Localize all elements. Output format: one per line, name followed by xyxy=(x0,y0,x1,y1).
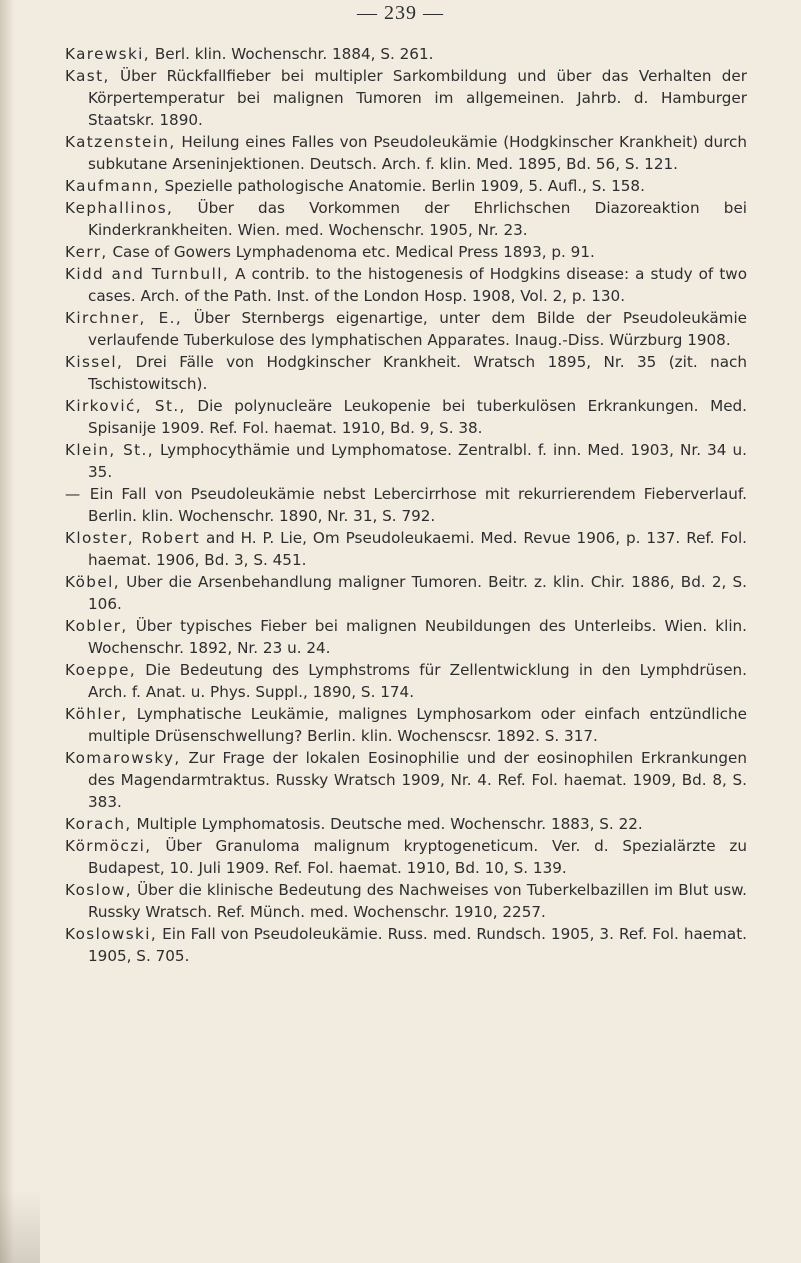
entry-author: Kirković, St., xyxy=(65,397,186,415)
bibliography-entry xyxy=(65,197,747,241)
entry-text: Multiple Lymphomatosis. Deutsche med. Wochenschr. 1883, S. 22. xyxy=(136,815,643,833)
entry-text: Spezielle pathologische Anatomie. Berlin 1909, 5. Aufl., S. 158. xyxy=(164,177,645,195)
entry-text: Über Sternbergs eigenartige, unter dem Bilde der Pseudoleukämie verlaufende Tuberkulose des lymphatischen Apparates. Inaug.-Diss. Würzburg 1908. xyxy=(88,309,748,349)
bibliography-entry xyxy=(65,65,747,131)
bibliography-entry xyxy=(65,263,747,307)
entry-text: Zur Frage der lokalen Eosinophilie und der eosinophilen Erkrankungen des Magendarmtraktus. Russky Wratsch 1909, Nr. 4. Ref. Fol. haemat. 1909, Bd. 8, S. 383. xyxy=(88,749,748,811)
entry-text: Lymphatische Leukämie, malignes Lymphosarkom oder einfach entzündliche multiple Drüsenschwellung? Berlin. klin. Wochenscsr. 1892. S. 317. xyxy=(88,705,748,745)
entry-author: Kirchner, E., xyxy=(65,309,183,327)
bibliography-entry xyxy=(65,131,747,175)
entry-author: Korach, xyxy=(65,815,132,833)
entry-author: Köbel, xyxy=(65,573,120,591)
entry-text: Berl. klin. Wochenschr. 1884, S. 261. xyxy=(154,45,434,63)
entry-author: Karewski, xyxy=(65,45,151,63)
bibliography-entry xyxy=(65,395,747,439)
entry-author: Körmöczi, xyxy=(65,837,152,855)
entry-text: Über Granuloma malignum kryptogeneticum. Ver. d. Spezialärzte zu Budapest, 10. Juli 1909. Ref. Fol. haemat. 1910, Bd. 10, S. 139. xyxy=(88,837,747,877)
entry-author: Köhler, xyxy=(65,705,128,723)
bibliography-entry xyxy=(65,43,747,65)
bibliography-entry xyxy=(65,571,747,615)
entry-text: Über typisches Fieber bei malignen Neubildungen des Unterleibs. Wien. klin. Wochenschr. 1892, Nr. 23 u. 24. xyxy=(88,617,747,657)
bibliography-entry xyxy=(65,703,747,747)
entry-text: A contrib. to the histogenesis of Hodgkins disease: a study of two cases. Arch. of the Path. Inst. of the London Hosp. 1908, Vol. 2, p. 130. xyxy=(88,265,747,305)
entry-author: — xyxy=(65,485,82,503)
bibliography-entry xyxy=(65,351,747,395)
entry-author: Komarowsky, xyxy=(65,749,181,767)
bibliography-list xyxy=(65,43,747,967)
bibliography-entry xyxy=(65,615,747,659)
entry-text: Uber die Arsenbehandlung maligner Tumoren. Beitr. z. klin. Chir. 1886, Bd. 2, S. 106. xyxy=(88,573,747,613)
entry-author: Kast, xyxy=(65,67,110,85)
bibliography-entry xyxy=(65,527,747,571)
entry-author: Kidd and Turnbull, xyxy=(65,265,230,283)
entry-text: Lymphocythämie und Lymphomatose. Zentralbl. f. inn. Med. 1903, Nr. 34 u. 35. xyxy=(88,441,747,481)
entry-author: Katzenstein, xyxy=(65,133,176,151)
bibliography-entry xyxy=(65,813,747,835)
entry-author: Kobler, xyxy=(65,617,128,635)
page-number: — 239 — xyxy=(357,2,444,24)
entry-text: Über das Vorkommen der Ehrlichschen Diazoreaktion bei Kinderkrankheiten. Wien. med. Wochenschr. 1905, Nr. 23. xyxy=(88,199,748,239)
page-binding-edge xyxy=(0,0,14,1263)
entry-text: Die Bedeutung des Lymphstroms für Zellentwicklung in den Lymphdrüsen. Arch. f. Anat. u. Phys. Suppl., 1890, S. 174. xyxy=(88,661,748,701)
entry-author: Kerr, xyxy=(65,243,108,261)
entry-text: Drei Fälle von Hodgkinscher Krankheit. Wratsch 1895, Nr. 35 (zit. nach Tschistowitsch). xyxy=(88,353,748,393)
entry-text: Ein Fall von Pseudoleukämie. Russ. med. Rundsch. 1905, 3. Ref. Fol. haemat. 1905, S. 705. xyxy=(88,925,747,965)
entry-text: Heilung eines Falles von Pseudoleukämie (Hodgkinscher Krankheit) durch subkutane Arseninjektionen. Deutsch. Arch. f. klin. Med. 1895, Bd. 56, S. 121. xyxy=(88,133,748,173)
bibliography-entry xyxy=(65,483,747,527)
entry-author: Koslowski, xyxy=(65,925,158,943)
entry-text: Über Rückfallfieber bei multipler Sarkombildung und über das Verhalten der Körpertemperatur bei malignen Tumoren im allgemeinen. Jahrb. d. Hamburger Staatskr. 1890. xyxy=(88,67,748,129)
bibliography-entry xyxy=(65,439,747,483)
entry-text: Über die klinische Bedeutung des Nachweises von Tuberkelbazillen im Blut usw. Russky Wratsch. Ref. Münch. med. Wochenschr. 1910, 2257. xyxy=(88,881,747,921)
bibliography-entry xyxy=(65,659,747,703)
bibliography-entry xyxy=(65,747,747,813)
bibliography-entry xyxy=(65,879,747,923)
entry-author: Koslow, xyxy=(65,881,132,899)
entry-text: Case of Gowers Lymphadenoma etc. Medical Press 1893, p. 91. xyxy=(112,243,595,261)
entry-author: Klein, St., xyxy=(65,441,154,459)
bibliography-entry xyxy=(65,835,747,879)
page-corner-shadow xyxy=(0,1190,40,1263)
entry-author: Kloster, Robert xyxy=(65,529,201,547)
entry-text: and H. P. Lie, Om Pseudoleukaemi. Med. Revue 1906, p. 137. Ref. Fol. haemat. 1906, Bd. 3, S. 451. xyxy=(88,529,747,569)
entry-author: Kephallinos, xyxy=(65,199,174,217)
entry-text: Die polynucleäre Leukopenie bei tuberkulösen Erkrankungen. Med. Spisanije 1909. Ref. Fol. haemat. 1910, Bd. 9, S. 38. xyxy=(88,397,748,437)
entry-author: Kissel, xyxy=(65,353,124,371)
bibliography-entry xyxy=(65,307,747,351)
entry-author: Koeppe, xyxy=(65,661,137,679)
bibliography-entry xyxy=(65,175,747,197)
bibliography-entry xyxy=(65,241,747,263)
bibliography-entry xyxy=(65,923,747,967)
entry-author: Kaufmann, xyxy=(65,177,160,195)
entry-text: Ein Fall von Pseudoleukämie nebst Lebercirrhose mit rekurrierendem Fieberverlauf. Berlin. klin. Wochenschr. 1890, Nr. 31, S. 792. xyxy=(88,485,748,525)
